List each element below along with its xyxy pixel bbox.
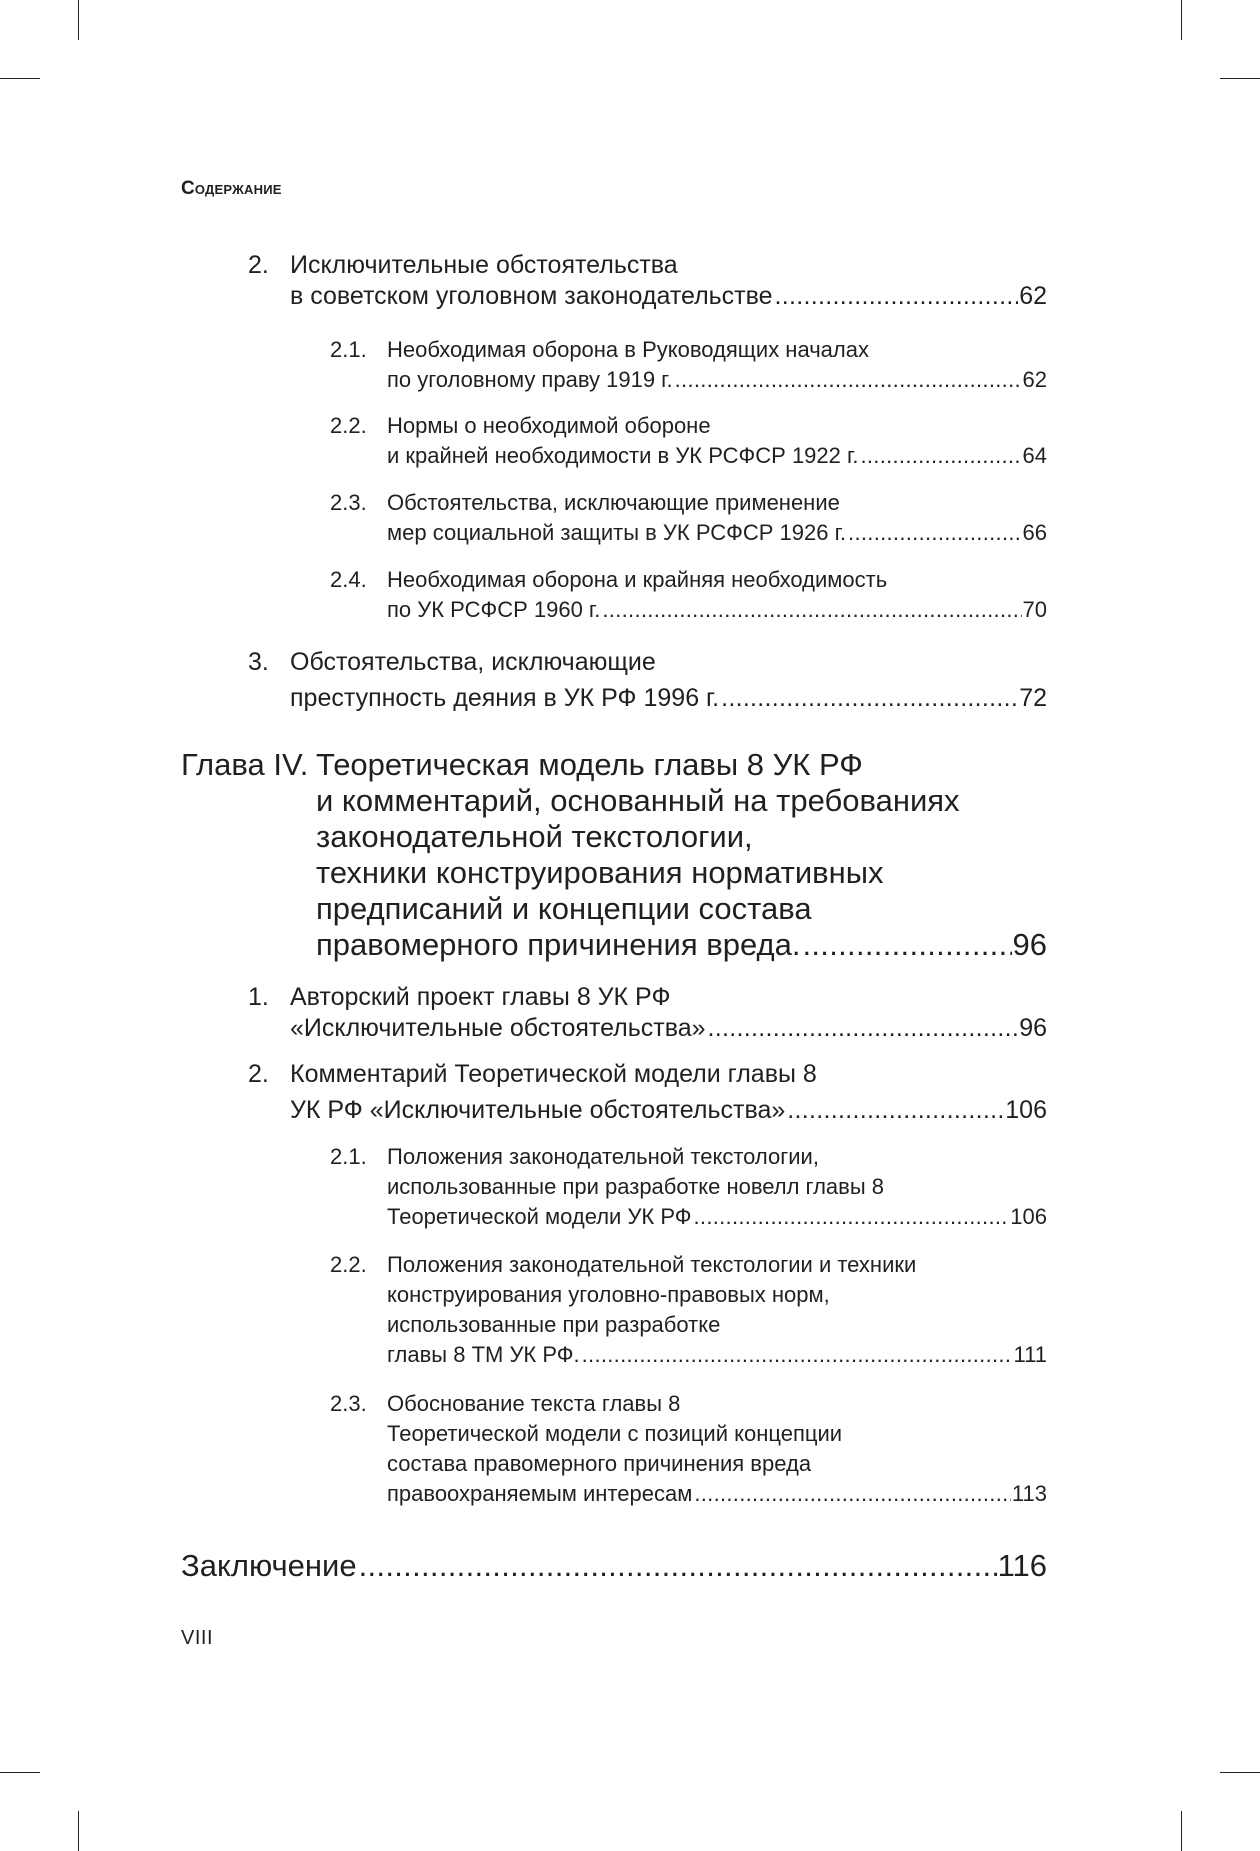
entry-title-line: главы 8 ТМ УК РФ. (387, 1342, 580, 1367)
entry-number: Глава IV. (181, 747, 309, 782)
entry-title-line: Необходимая оборона и крайняя необходимость (387, 567, 888, 592)
entry-title-line: Исключительные обстоятельства (290, 251, 678, 279)
dot-leader (721, 683, 1018, 714)
dot-leader (848, 518, 1021, 548)
dot-leader (602, 595, 1021, 625)
entry-title-line: использованные при разработке новелл главы 8 (387, 1174, 885, 1199)
entry-title-line: и крайней необходимости в УК РСФСР 1922 г. (387, 443, 859, 468)
dot-leader (787, 1095, 1004, 1126)
page-number: 62 (1022, 367, 1047, 392)
crop-mark-bottom-right (1181, 1811, 1182, 1851)
dot-leader (359, 1547, 997, 1585)
running-head: Содержание (181, 178, 282, 199)
entry-title-line: состава правомерного причинения вреда (387, 1451, 812, 1476)
toc-entry-subsection-2-4[interactable] (330, 565, 1047, 625)
crop-mark-top-left-h (0, 78, 40, 79)
entry-title-line: Нормы о необходимой обороне (387, 413, 711, 438)
page-number: 111 (1013, 1342, 1047, 1367)
toc-entry-section-3[interactable] (248, 647, 1047, 714)
dot-leader (675, 365, 1022, 395)
entry-title-line: Теоретической модели УК РФ (387, 1204, 692, 1229)
entry-title-line: преступность деяния в УК РФ 1996 г. (290, 684, 720, 712)
entry-title-line: Обстоятельства, исключающие применение (387, 490, 840, 515)
dot-leader (775, 281, 1019, 312)
dot-leader (582, 1340, 1013, 1370)
page-number: 62 (1019, 282, 1047, 310)
entry-number: 2.2. (330, 1252, 367, 1277)
crop-mark-top-left (78, 0, 79, 40)
entry-title-line: Положения законодательной текстологии, (387, 1144, 819, 1169)
page-number: 106 (1005, 1096, 1047, 1124)
toc-entry-chapter-4[interactable] (181, 747, 1047, 963)
toc-entry-subsection-2-1-commentary[interactable] (330, 1142, 1047, 1232)
toc-entry-subsection-2-2-commentary[interactable] (330, 1250, 1047, 1370)
entry-title-line: техники конструирования нормативных (316, 855, 884, 890)
entry-title-line: Комментарий Теоретической модели главы 8 (290, 1060, 817, 1088)
entry-title-line: по УК РСФСР 1960 г. (387, 597, 601, 622)
entry-number: 1. (248, 983, 269, 1011)
entry-title-line: Заключение (181, 1548, 357, 1583)
entry-title-line: Положения законодательной текстологии и техники (387, 1252, 917, 1277)
entry-title-line: и комментарий, основанный на требованиях (316, 783, 960, 818)
entry-title-line: правоохраняемым интересам (387, 1481, 693, 1506)
entry-title-line: предписаний и концепции состава (316, 891, 812, 926)
entry-title-line: УК РФ «Исключительные обстоятельства» (290, 1096, 786, 1124)
page-number: 96 (1012, 927, 1047, 962)
page-number: 106 (1010, 1204, 1047, 1229)
page-number: 96 (1019, 1014, 1047, 1042)
entry-title-line: использованные при разработке (387, 1312, 721, 1337)
toc-entry-subsection-2-3-commentary[interactable] (330, 1389, 1047, 1509)
toc-entry-section-2-commentary[interactable] (248, 1059, 1047, 1126)
dot-leader (694, 1202, 1010, 1232)
toc-entry-subsection-2-3[interactable] (330, 488, 1047, 548)
dot-leader (802, 927, 1011, 963)
dot-leader (694, 1479, 1011, 1509)
page-folio: VIII (181, 1627, 214, 1649)
entry-title-line: конструирования уголовно-правовых норм, (387, 1282, 830, 1307)
toc-entry-subsection-2-2[interactable] (330, 411, 1047, 471)
entry-number: 2.3. (330, 490, 367, 515)
entry-title-line: законодательной текстологии, (316, 819, 753, 854)
crop-mark-bottom-left (78, 1811, 79, 1851)
entry-title-line: Теоретическая модель главы 8 УК РФ (316, 747, 863, 782)
entry-title-line: Необходимая оборона в Руководящих началах (387, 337, 869, 362)
entry-number: 2. (248, 1060, 269, 1088)
entry-number: 2.3. (330, 1391, 367, 1416)
entry-number: 2.1. (330, 337, 367, 362)
entry-number: 2.1. (330, 1144, 367, 1169)
crop-mark-bottom-left-h (0, 1772, 40, 1773)
entry-title-line: мер социальной защиты в УК РСФСР 1926 г. (387, 520, 847, 545)
entry-number: 2.2. (330, 413, 367, 438)
crop-mark-top-right (1181, 0, 1182, 40)
entry-title-line: Теоретической модели с позиций концепции (387, 1421, 843, 1446)
toc-entry-section-2[interactable] (248, 250, 1047, 312)
crop-mark-top-right-h (1220, 78, 1260, 79)
page-number: 116 (997, 1548, 1047, 1583)
crop-mark-bottom-right-h (1220, 1772, 1260, 1773)
entry-title-line: «Исключительные обстоятельства» (290, 1014, 706, 1042)
entry-number: 3. (248, 648, 269, 676)
entry-number: 2.4. (330, 567, 367, 592)
toc-entry-section-1[interactable] (248, 982, 1047, 1044)
entry-title-line: в советском уголовном законодательстве (290, 282, 773, 310)
entry-title-line: Обоснование текста главы 8 (387, 1391, 681, 1416)
entry-title-line: Обстоятельства, исключающие (290, 648, 656, 676)
entry-title-line: Авторский проект главы 8 УК РФ (290, 983, 671, 1011)
page-number: 64 (1022, 443, 1047, 468)
entry-number: 2. (248, 251, 269, 279)
page-number: 66 (1022, 520, 1047, 545)
entry-title-line: правомерного причинения вреда. (316, 927, 801, 962)
entry-title-line: по уголовному праву 1919 г. (387, 367, 673, 392)
page-number: 72 (1019, 684, 1047, 712)
toc-entry-subsection-2-1[interactable] (330, 335, 1047, 395)
dot-leader (860, 441, 1021, 471)
page-number: 113 (1011, 1481, 1047, 1506)
toc-entry-conclusion[interactable] (181, 1547, 1047, 1585)
dot-leader (708, 1013, 1019, 1044)
page-number: 70 (1022, 597, 1047, 622)
